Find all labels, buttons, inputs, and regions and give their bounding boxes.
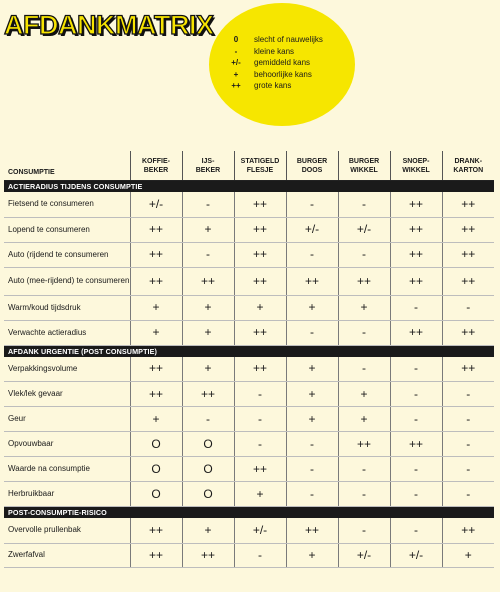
page-title: AFDANKMATRIX: [4, 10, 214, 40]
rating-cell: -: [338, 242, 390, 267]
rating-cell: ++: [286, 518, 338, 543]
rating-cell: ++: [390, 267, 442, 295]
legend-symbol: +/-: [231, 58, 241, 68]
rating-cell: -: [390, 457, 442, 482]
table-row: [4, 543, 494, 567]
table-row: [4, 217, 494, 242]
rating-cell: ++: [442, 217, 494, 242]
row-label: Herbruikbaar: [4, 482, 130, 507]
rating-cell: ++: [234, 192, 286, 217]
row-label: Fietsend te consumeren: [4, 192, 130, 217]
rating-cell: +: [130, 407, 182, 432]
table-row: [4, 357, 494, 382]
rating-cell: -: [234, 432, 286, 457]
rating-cell: ++: [234, 217, 286, 242]
rating-cell: ++: [442, 242, 494, 267]
table-row: [4, 320, 494, 345]
rating-cell: +: [130, 320, 182, 345]
rating-cell: +: [442, 543, 494, 567]
section-header-row: [4, 507, 494, 519]
row-label: Waarde na consumptie: [4, 457, 130, 482]
table-row: [4, 407, 494, 432]
table-row: [4, 457, 494, 482]
rating-cell: -: [442, 432, 494, 457]
rating-cell: ++: [130, 357, 182, 382]
rating-cell: -: [338, 482, 390, 507]
column-header-line: BURGER: [348, 157, 380, 165]
column-header: [390, 151, 442, 181]
row-label: Zwerfafval: [4, 543, 130, 567]
rating-cell: ++: [130, 382, 182, 407]
rating-cell: ++: [234, 320, 286, 345]
row-label: Verwachte actieradius: [4, 320, 130, 345]
rating-cell: +: [182, 357, 234, 382]
rating-cell: ++: [182, 382, 234, 407]
row-label: Overvolle prullenbak: [4, 518, 130, 543]
rating-cell: ++: [442, 267, 494, 295]
column-header-line: DRANK-: [454, 157, 483, 165]
legend-symbol: -: [234, 46, 238, 56]
section-title: POST-CONSUMPTIE-RISICO: [4, 507, 494, 519]
column-header-line: SNOEP-: [402, 157, 430, 165]
table-row: [4, 482, 494, 507]
rating-cell: -: [286, 320, 338, 345]
rating-cell: O: [130, 432, 182, 457]
rating-cell: -: [338, 457, 390, 482]
rating-cell: -: [286, 192, 338, 217]
column-header: [338, 151, 390, 181]
rating-cell: -: [286, 432, 338, 457]
section-title: AFDANK URGENTIE (POST CONSUMPTIE): [4, 345, 494, 357]
column-header-line: FLESJE: [246, 166, 274, 174]
rating-cell: +: [286, 382, 338, 407]
rating-cell: ++: [390, 432, 442, 457]
rating-cell: O: [130, 482, 182, 507]
rating-cell: +: [182, 320, 234, 345]
rating-cell: -: [390, 295, 442, 320]
row-label: Auto (rijdend te consumeren: [4, 242, 130, 267]
section-header-row: [4, 181, 494, 193]
legend-text: grote kans: [254, 81, 292, 91]
row-label: Warm/koud tijdsdruk: [4, 295, 130, 320]
rating-cell: ++: [286, 267, 338, 295]
column-header-consumptie: CONSUMPTIE: [4, 151, 130, 181]
rating-cell: -: [390, 357, 442, 382]
legend-item: [218, 46, 323, 58]
rating-cell: +/-: [234, 518, 286, 543]
rating-cell: ++: [234, 267, 286, 295]
section-title: ACTIERADIUS TIJDENS CONSUMPTIE: [4, 181, 494, 193]
rating-cell: ++: [182, 267, 234, 295]
rating-cell: +: [182, 295, 234, 320]
column-header-line: KOFFIE-: [142, 157, 170, 165]
rating-cell: ++: [130, 267, 182, 295]
rating-cell: O: [182, 457, 234, 482]
rating-cell: +: [338, 295, 390, 320]
rating-cell: -: [286, 482, 338, 507]
rating-cell: -: [234, 382, 286, 407]
row-label: Auto (mee-rijdend) te consumeren: [4, 267, 130, 295]
legend-text: slecht of nauwelijks: [254, 35, 323, 44]
rating-cell: ++: [442, 320, 494, 345]
rating-cell: ++: [234, 457, 286, 482]
rating-cell: -: [338, 357, 390, 382]
rating-cell: -: [286, 457, 338, 482]
rating-cell: +: [182, 217, 234, 242]
rating-cell: -: [442, 482, 494, 507]
rating-cell: +/-: [390, 543, 442, 567]
row-label: Opvouwbaar: [4, 432, 130, 457]
column-header-line: DOOS: [301, 166, 323, 174]
rating-cell: -: [182, 192, 234, 217]
rating-cell: ++: [234, 357, 286, 382]
row-label: Geur: [4, 407, 130, 432]
rating-cell: +: [130, 295, 182, 320]
column-header: [286, 151, 338, 181]
rating-cell: +: [286, 295, 338, 320]
column-header-line: WIKKEL: [350, 166, 378, 174]
table-header-row: [4, 151, 494, 181]
row-label: Vlek/lek gevaar: [4, 382, 130, 407]
rating-cell: -: [390, 518, 442, 543]
legend-text: kleine kans: [254, 46, 295, 56]
table-row: [4, 382, 494, 407]
rating-cell: ++: [338, 267, 390, 295]
rating-cell: ++: [442, 192, 494, 217]
rating-cell: ++: [390, 217, 442, 242]
rating-cell: +: [338, 382, 390, 407]
rating-cell: ++: [442, 357, 494, 382]
row-label: Verpakkingsvolume: [4, 357, 130, 382]
rating-cell: +: [338, 407, 390, 432]
column-header: [130, 151, 182, 181]
rating-cell: O: [130, 457, 182, 482]
rating-cell: ++: [182, 543, 234, 567]
legend-text: gemiddeld kans: [254, 58, 311, 68]
column-header-line: STATIGELD: [240, 157, 280, 165]
table-row: [4, 267, 494, 295]
rating-cell: -: [442, 382, 494, 407]
rating-cell: -: [338, 320, 390, 345]
legend-symbol: ++: [231, 81, 241, 91]
table-row: [4, 242, 494, 267]
rating-cell: +: [286, 543, 338, 567]
rating-cell: -: [286, 242, 338, 267]
column-header: [442, 151, 494, 181]
rating-cell: -: [390, 382, 442, 407]
rating-cell: ++: [234, 242, 286, 267]
rating-cell: +: [182, 518, 234, 543]
legend-item: [218, 80, 323, 92]
rating-cell: +: [286, 407, 338, 432]
rating-cell: +/-: [338, 543, 390, 567]
rating-cell: ++: [338, 432, 390, 457]
rating-cell: ++: [130, 217, 182, 242]
rating-cell: -: [442, 457, 494, 482]
rating-cell: +: [286, 357, 338, 382]
rating-cell: -: [182, 407, 234, 432]
rating-cell: +/-: [338, 217, 390, 242]
column-header-line: BEKER: [143, 166, 169, 174]
rating-cell: -: [442, 295, 494, 320]
rating-cell: -: [234, 407, 286, 432]
legend-text: behoorlijke kans: [254, 69, 312, 79]
table-row: [4, 432, 494, 457]
rating-cell: ++: [390, 242, 442, 267]
rating-cell: ++: [130, 518, 182, 543]
rating-cell: +/-: [286, 217, 338, 242]
table-row: [4, 192, 494, 217]
column-header-line: BURGER: [296, 157, 328, 165]
table-body: [4, 181, 494, 568]
column-header-line: KARTON: [453, 166, 484, 174]
column-header-line: IJS-: [201, 157, 215, 165]
rating-cell: ++: [130, 242, 182, 267]
rating-cell: -: [234, 543, 286, 567]
rating-cell: -: [338, 192, 390, 217]
rating-cell: ++: [390, 192, 442, 217]
column-header: [234, 151, 286, 181]
rating-cell: -: [390, 407, 442, 432]
legend-item: [218, 69, 323, 81]
rating-cell: -: [442, 407, 494, 432]
legend-symbol: 0: [233, 35, 239, 44]
column-header-line: WIKKEL: [402, 166, 430, 174]
rating-cell: -: [390, 482, 442, 507]
section-header-row: [4, 345, 494, 357]
table-row: [4, 295, 494, 320]
rating-cell: ++: [442, 518, 494, 543]
rating-cell: ++: [130, 543, 182, 567]
legend: [218, 34, 323, 92]
rating-cell: ++: [390, 320, 442, 345]
rating-cell: +: [234, 482, 286, 507]
legend-item: [218, 34, 323, 46]
table-row: [4, 518, 494, 543]
afdank-matrix-table: [4, 151, 494, 568]
rating-cell: +/-: [130, 192, 182, 217]
column-header-line: BEKER: [195, 166, 221, 174]
legend-symbol: +: [233, 69, 239, 79]
legend-item: [218, 57, 323, 69]
rating-cell: O: [182, 432, 234, 457]
column-header: [182, 151, 234, 181]
rating-cell: -: [338, 518, 390, 543]
rating-cell: +: [234, 295, 286, 320]
row-label: Lopend te consumeren: [4, 217, 130, 242]
rating-cell: O: [182, 482, 234, 507]
rating-cell: -: [182, 242, 234, 267]
